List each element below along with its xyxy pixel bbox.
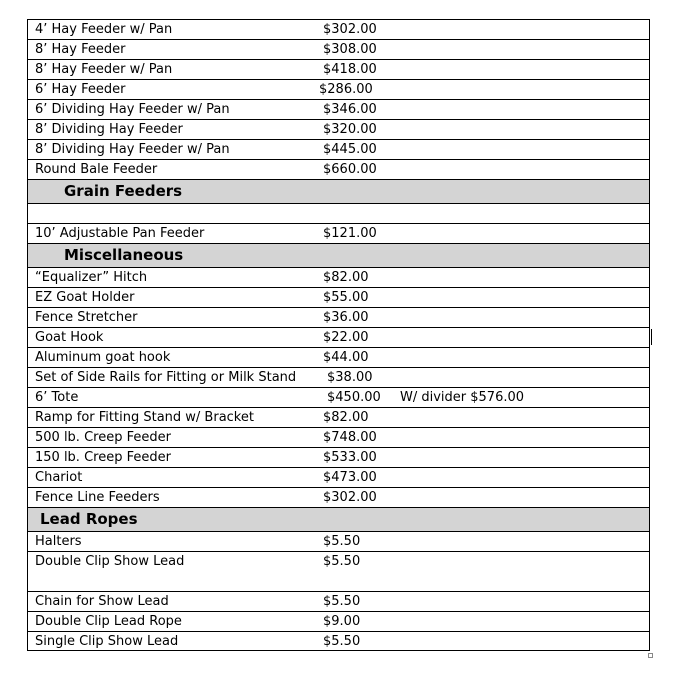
table-row xyxy=(27,387,650,407)
item-price: $418.00 xyxy=(323,62,377,77)
table-row xyxy=(27,59,650,79)
item-name: 150 lb. Creep Feeder xyxy=(35,450,171,465)
item-name: 4’ Hay Feeder w/ Pan xyxy=(35,22,173,37)
item-price: $82.00 xyxy=(323,410,369,425)
item-price: $5.50 xyxy=(323,594,361,609)
item-price: $660.00 xyxy=(323,162,377,177)
item-price: $445.00 xyxy=(323,142,377,157)
text-cursor xyxy=(651,329,652,345)
table-row xyxy=(27,551,650,591)
item-price: $121.00 xyxy=(323,226,377,241)
item-price: $9.00 xyxy=(323,614,361,629)
item-name: Round Bale Feeder xyxy=(35,162,158,177)
table-row xyxy=(27,427,650,447)
table-row xyxy=(27,287,650,307)
item-name: 6’ Tote xyxy=(35,390,79,405)
item-name: 8’ Dividing Hay Feeder xyxy=(35,122,183,137)
table-row xyxy=(27,267,650,287)
item-name: Double Clip Show Lead xyxy=(35,554,185,569)
item-price: $5.50 xyxy=(323,554,361,569)
item-name: Chain for Show Lead xyxy=(35,594,169,609)
item-price: $36.00 xyxy=(323,310,369,325)
item-price: $55.00 xyxy=(323,290,369,305)
section-header-row xyxy=(27,179,650,203)
table-row xyxy=(27,347,650,367)
item-price: $286.00 xyxy=(319,82,373,97)
item-name: 6’ Dividing Hay Feeder w/ Pan xyxy=(35,102,230,117)
item-price: $302.00 xyxy=(323,22,377,37)
item-price: $302.00 xyxy=(323,490,377,505)
item-price: $346.00 xyxy=(323,102,377,117)
item-name: Goat Hook xyxy=(35,330,104,345)
item-name: Halters xyxy=(35,534,82,549)
item-price: $22.00 xyxy=(323,330,369,345)
item-name: 8’ Hay Feeder w/ Pan xyxy=(35,62,173,77)
section-title: Miscellaneous xyxy=(64,246,184,264)
table-row xyxy=(27,631,650,651)
item-price: $5.50 xyxy=(323,534,361,549)
table-row xyxy=(27,407,650,427)
item-price: $82.00 xyxy=(323,270,369,285)
price-list-table xyxy=(27,19,650,651)
table-row xyxy=(27,531,650,551)
item-name: “Equalizer” Hitch xyxy=(35,270,148,285)
item-price: $308.00 xyxy=(323,42,377,57)
table-row xyxy=(27,327,650,347)
table-row xyxy=(27,159,650,179)
item-name: EZ Goat Holder xyxy=(35,290,135,305)
table-row xyxy=(27,79,650,99)
item-name: 500 lb. Creep Feeder xyxy=(35,430,171,445)
table-row xyxy=(27,223,650,243)
item-name: 10’ Adjustable Pan Feeder xyxy=(35,226,205,241)
item-name: 8’ Hay Feeder xyxy=(35,42,126,57)
item-price: $473.00 xyxy=(323,470,377,485)
table-row xyxy=(27,39,650,59)
table-row xyxy=(27,119,650,139)
table-row xyxy=(27,447,650,467)
item-name: Double Clip Lead Rope xyxy=(35,614,182,629)
table-row xyxy=(27,591,650,611)
item-price: $450.00 xyxy=(327,390,381,405)
item-name: 8’ Dividing Hay Feeder w/ Pan xyxy=(35,142,230,157)
section-header-row xyxy=(27,243,650,267)
table-row xyxy=(27,487,650,507)
table-resize-handle[interactable] xyxy=(648,653,653,658)
item-name: Single Clip Show Lead xyxy=(35,634,179,649)
item-name: Chariot xyxy=(35,470,83,485)
item-name: Set of Side Rails for Fitting or Milk Stand xyxy=(35,370,297,385)
table-row xyxy=(27,307,650,327)
item-name: Fence Line Feeders xyxy=(35,490,160,505)
table-row xyxy=(27,611,650,631)
item-price: $320.00 xyxy=(323,122,377,137)
item-name: Fence Stretcher xyxy=(35,310,138,325)
table-row xyxy=(27,367,650,387)
item-price: $533.00 xyxy=(323,450,377,465)
item-price: $38.00 xyxy=(327,370,373,385)
item-note: W/ divider $576.00 xyxy=(400,390,525,405)
section-title: Grain Feeders xyxy=(64,182,183,200)
table-row xyxy=(27,19,650,39)
item-price: $748.00 xyxy=(323,430,377,445)
item-name: Ramp for Fitting Stand w/ Bracket xyxy=(35,410,254,425)
item-name: 6’ Hay Feeder xyxy=(35,82,126,97)
section-title: Lead Ropes xyxy=(40,510,138,528)
item-price: $44.00 xyxy=(323,350,369,365)
table-row xyxy=(27,203,650,223)
table-row xyxy=(27,99,650,119)
table-row xyxy=(27,467,650,487)
item-name: Aluminum goat hook xyxy=(35,350,171,365)
item-price: $5.50 xyxy=(323,634,361,649)
section-header-row xyxy=(27,507,650,531)
table-row xyxy=(27,139,650,159)
